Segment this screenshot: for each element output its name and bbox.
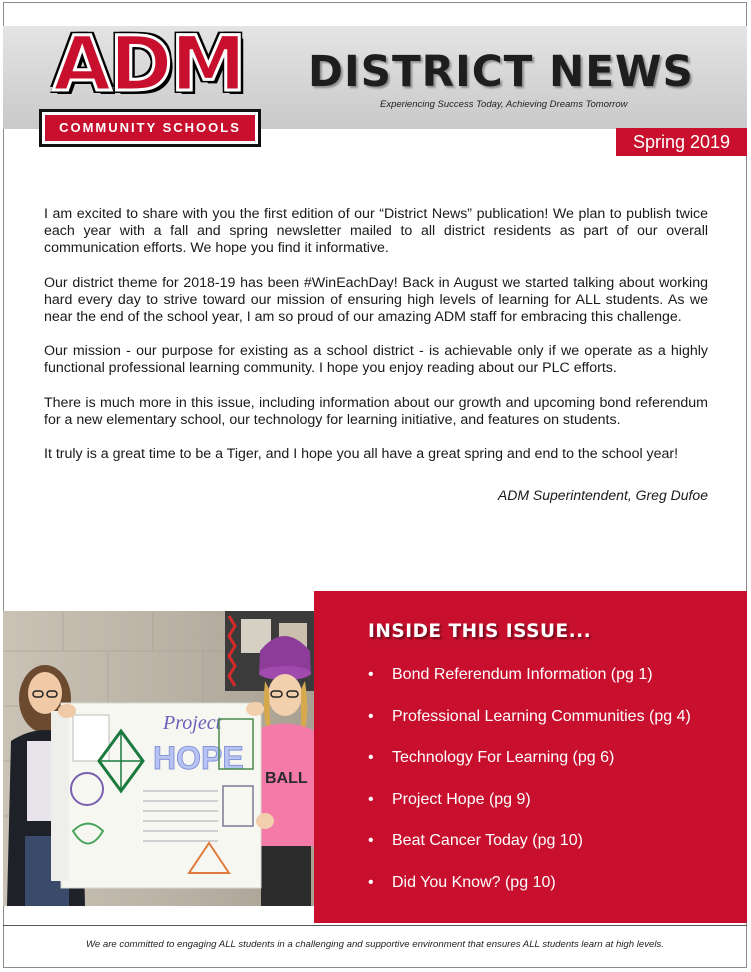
inside-this-issue-panel — [314, 591, 747, 923]
issue-item-label: Bond Referendum Information (pg 1) — [392, 666, 653, 683]
bullet-icon: • — [368, 790, 374, 808]
students-photo-illustration — [3, 611, 315, 906]
bullet-icon: • — [368, 873, 374, 891]
list-item — [368, 790, 691, 832]
bullet-icon: • — [368, 832, 374, 849]
shirt-text: BALL — [265, 770, 308, 787]
poster-title-line1: Project — [163, 712, 222, 734]
list-item — [368, 665, 691, 707]
season-badge: Spring 2019 — [616, 128, 747, 156]
footer-mission-statement: We are committed to engaging ALL students in a challenging and supportive environment that ensures ALL students learn at high levels. — [86, 939, 664, 950]
students-photo — [3, 611, 315, 906]
district-logo — [22, 16, 272, 146]
letter-paragraph: I am excited to share with you the first edition of our “District News” publication! We plan to publish twice each year with a fall and spring newsletter mailed to all district residents as part of our overall communication efforts. We hope you find it informative. — [44, 206, 708, 257]
bullet-icon: • — [368, 749, 374, 766]
issue-item-label: Professional Learning Communities (pg 4) — [392, 707, 691, 725]
inside-this-issue-title: INSIDE THIS ISSUE... — [368, 621, 592, 642]
list-item — [368, 831, 691, 873]
inside-this-issue-list — [368, 665, 691, 914]
issue-item-label: Did You Know? (pg 10) — [392, 873, 556, 891]
signature: ADM Superintendent, Greg Dufoe — [497, 487, 708, 503]
poster-title-line2: HOPE — [153, 740, 244, 776]
letter-paragraph: It truly is a great time to be a Tiger, and I hope you all have a great spring and end to the school year! — [44, 446, 679, 463]
letter-paragraph: There is much more in this issue, including information about our growth and upcoming bond referendum for a new elementary school, our technology for learning initiative, and features on students. — [44, 394, 708, 428]
newsletter-title: DISTRICT NEWS — [308, 47, 694, 97]
bullet-icon: • — [368, 707, 374, 725]
letter-paragraph: Our mission - our purpose for existing as a school district - is achievable only if we operate as a highly functional professional learning community. I hope you enjoy reading about our PLC efforts. — [44, 343, 708, 377]
logo-banner: COMMUNITY SCHOOLS — [42, 112, 258, 144]
bullet-icon: • — [368, 666, 374, 683]
issue-item-label: Beat Cancer Today (pg 10) — [392, 832, 583, 849]
issue-item-label: Technology For Learning (pg 6) — [392, 749, 615, 766]
issue-item-label: Project Hope (pg 9) — [392, 790, 531, 808]
tagline: Experiencing Success Today, Achieving Dreams Tomorrow — [380, 99, 628, 110]
list-item — [368, 707, 691, 749]
list-item — [368, 748, 691, 790]
footer-divider — [3, 925, 747, 926]
list-item — [368, 873, 691, 915]
letter-body — [44, 206, 708, 480]
logo-word: ADM — [52, 19, 245, 108]
letter-paragraph: Our district theme for 2018-19 has been #WinEachDay! Back in August we started talking about working hard every day to strive toward our mission of ensuring high levels of learning for ALL students. As we near the end of the school year, I am so proud of our amazing ADM staff for embracing this challenge. — [44, 274, 708, 326]
